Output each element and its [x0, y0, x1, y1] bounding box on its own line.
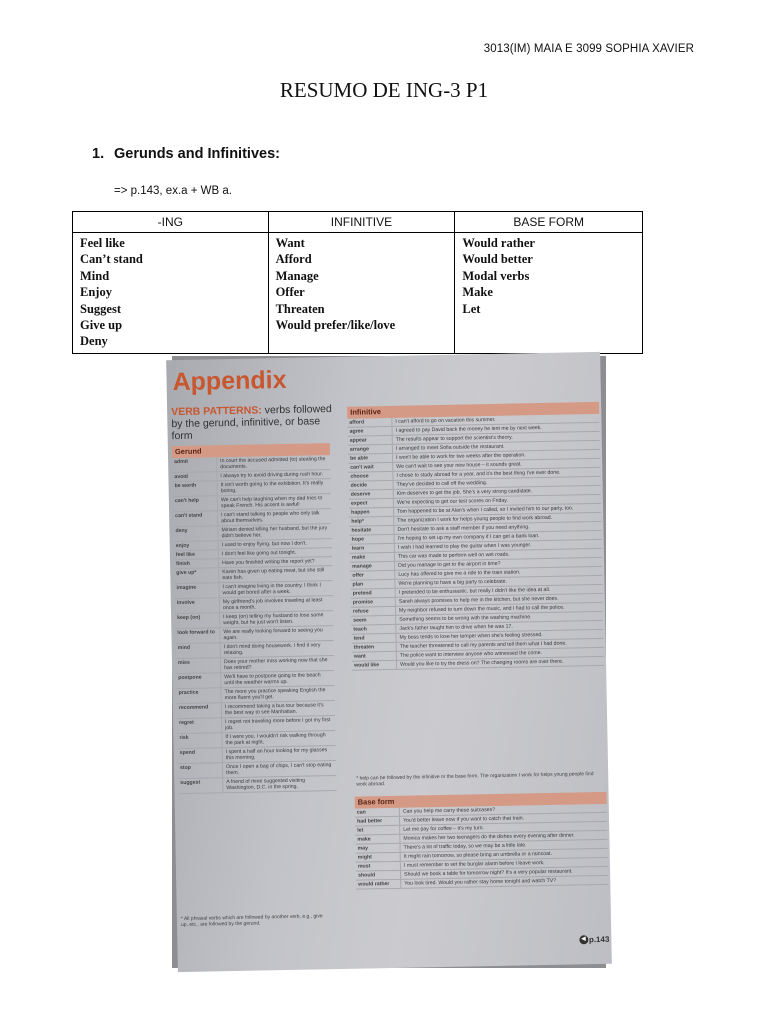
base-form-verb: Modal verbs: [462, 268, 530, 283]
column-header-ing: -ING: [73, 212, 269, 233]
verb-label: expect: [349, 499, 394, 508]
example-sentence: Jack's father taught him to drive when he was 17.: [399, 623, 513, 632]
example-sentence: My neighbor refused to turn down the music, and I had to call the police.: [398, 604, 565, 614]
verb-label: make: [350, 553, 395, 562]
example-sentence: I must remember to set the burglar alarm before I leave work.: [403, 860, 545, 869]
example-sentence: My girlfriend's job involves traveling at least once a month.: [222, 597, 323, 612]
verb-label: risk: [177, 733, 222, 748]
example-sentence: The police want to interview anyone who witnessed the crime.: [399, 650, 543, 659]
example-sentence: Karen has given up eating meat, but she still eats fish.: [222, 567, 325, 582]
verb-label: want: [352, 652, 397, 661]
verb-label: help*: [349, 517, 394, 526]
example-sentence: Sarah always promises to help me in the kitchen, but she never does.: [398, 595, 559, 605]
verb-label: can't stand: [173, 511, 218, 526]
infinitive-verb: Offer: [275, 285, 305, 300]
table-row: [73, 233, 643, 354]
base-form-verb: Let: [462, 301, 481, 316]
infinitive-cell: [268, 233, 455, 354]
arrow-icon: ◀: [579, 935, 588, 944]
verb-label: had better: [355, 817, 400, 826]
example-sentence: We can't wait to see your new house – it sounds great.: [396, 461, 522, 470]
example-sentence: You look tired. Would you rather stay home tonight and watch TV?: [404, 877, 557, 887]
verb-patterns-text: verbs followed by the gerund, infinitive, or base form: [171, 403, 332, 443]
verb-label: threaten: [352, 643, 397, 652]
page-number-text: p.143: [588, 934, 610, 944]
example-sentence: In court the accused admitted (to) stealing the documents.: [220, 456, 326, 471]
verb-label: pretend: [351, 589, 396, 598]
verb-label: practice: [176, 688, 221, 703]
example-sentence: I wish I had learned to play the guitar when I was younger.: [397, 542, 532, 551]
verb-patterns-label: VERB PATTERNS:: [171, 404, 262, 419]
example-sentence: This car was made to perform well on wet roads.: [397, 551, 510, 560]
example-sentence: I can't stand talking to people who only talk about themselves.: [221, 510, 320, 525]
verb-label: refuse: [351, 607, 396, 616]
example-sentence: I chose to study abroad for a year, and it's the best thing I've ever done.: [396, 469, 561, 479]
verb-label: manage: [350, 562, 395, 571]
verb-label: decide: [349, 481, 394, 490]
verb-label: offer: [350, 571, 395, 580]
example-sentence: The results appear to support the scientist's theory.: [395, 434, 513, 443]
appendix-title: Appendix: [172, 365, 287, 397]
verb-label: avoid: [172, 472, 217, 481]
example-sentence: I keep (on) telling my husband to lose some weight, but he just won't listen.: [223, 612, 324, 627]
exercise-reference: => p.143, ex.a + WB a.: [114, 185, 232, 197]
gerund-rows: [172, 455, 336, 794]
example-sentence: Monica makes her two teenagers do the dishes every evening after dinner.: [403, 832, 575, 842]
verb-label: can't help: [173, 496, 218, 511]
verb-label: choose: [348, 472, 393, 481]
textbook-page: [166, 352, 612, 972]
example-sentence: I regret not traveling more before I got my first job.: [225, 717, 331, 732]
base-form-box: [355, 792, 609, 890]
example-sentence: We are really looking forward to seeing you again.: [223, 627, 323, 642]
verb-label: let: [355, 826, 400, 835]
gerund-heading: Gerund: [172, 443, 330, 458]
example-sentence: Would you like to try the dress on? The changing rooms are over there.: [399, 658, 564, 668]
example-sentence: I won't be able to work for two weeks after the operation.: [396, 452, 526, 461]
example-sentence: There's a lot of traffic today, so we may be a little late.: [403, 842, 527, 851]
column-header-infinitive: INFINITIVE: [268, 212, 455, 233]
verb-label: recommend: [177, 703, 222, 718]
example-sentence: I don't mind doing housework. I find it very relaxing.: [223, 642, 321, 657]
example-sentence: Lucy has offered to give me a ride to the train station.: [398, 569, 521, 578]
verb-label: may: [356, 844, 401, 853]
example-sentence: Once I open a bag of chips, I can't stop eating them.: [225, 762, 332, 777]
verb-label: teach: [351, 625, 396, 634]
verb-label: involve: [175, 598, 220, 613]
gerund-footnote: * All phrasal verbs which are followed by another verb, e.g., give up, etc., are followed by the gerund.: [180, 913, 323, 929]
ing-verb: Mind: [80, 268, 110, 283]
verb-label: spend: [178, 748, 223, 763]
infinitive-footnote: * help can be followed by the infinitive or the base form. The organization I work for helps young people find work abroad.: [356, 771, 594, 788]
example-sentence: We'll have to postpone going to the beach until the weather warms up.: [224, 672, 321, 687]
example-sentence: I used to enjoy flying, but now I don't.: [221, 540, 307, 549]
example-sentence: Tom happened to be at Alan's when I called, so I invited him to our party, too.: [397, 505, 574, 515]
infinitive-heading: Infinitive: [347, 402, 599, 419]
example-sentence: I can't afford to go on vacation this summer.: [395, 416, 496, 425]
section-number: 1.: [92, 146, 105, 162]
verb-label: be worth: [173, 481, 218, 496]
verb-label: suggest: [178, 778, 223, 793]
verb-label: must: [356, 862, 401, 871]
example-sentence: The teacher threatened to call my parents and tell them what I had done.: [399, 640, 567, 650]
ing-verb: Enjoy: [80, 285, 112, 300]
page-number: [579, 934, 610, 944]
section-heading-text: Gerunds and Infinitives:: [114, 146, 280, 162]
base-form-verb: Would rather: [462, 236, 535, 250]
example-sentence: Have you finished writing the report yet?: [222, 558, 315, 567]
verb-label: deny: [173, 526, 218, 541]
verb-label: afford: [347, 418, 392, 427]
infinitive-rows: [347, 414, 604, 671]
section-heading: [92, 146, 280, 162]
example-sentence: Something seems to be wrong with the washing machine.: [399, 614, 532, 623]
verb-label: learn: [350, 544, 395, 553]
verb-table: [72, 211, 643, 354]
example-sentence: My boss tends to lose her temper when she's feeling stressed.: [399, 632, 543, 641]
example-sentence: Does your mother miss working now that she has retired?: [223, 657, 328, 672]
example-sentence: I always try to avoid driving during rush hour.: [220, 471, 324, 480]
example-sentence: If I were you, I wouldn't risk walking through the park at night.: [225, 732, 326, 747]
example-sentence: It might rain tomorrow, so please bring an umbrella or a raincoat.: [403, 850, 552, 860]
example-sentence: A friend of mine suggested visiting Washington, D.C. in the spring.: [226, 777, 306, 792]
column-header-base-form: BASE FORM: [455, 212, 643, 233]
base-form-verb: Make: [462, 285, 493, 300]
verb-label: appear: [348, 436, 393, 445]
textbook-photo: [171, 356, 610, 968]
example-sentence: Miriam denied killing her husband, but the jury didn't believe her.: [221, 525, 328, 540]
base-form-heading: Base form: [355, 792, 607, 809]
verb-label: tend: [351, 634, 396, 643]
verb-label: would like: [352, 661, 397, 670]
base-form-rows: [355, 804, 609, 890]
infinitive-verb: Want: [275, 236, 305, 250]
example-sentence: Let me pay for coffee – it's my turn.: [403, 825, 485, 833]
verb-label: hesitate: [349, 526, 394, 535]
verb-label: might: [356, 853, 401, 862]
example-sentence: I agreed to pay David back the money he lent me by next week.: [395, 425, 542, 434]
table-header-row: [73, 212, 643, 233]
example-sentence: Should we book a table for tomorrow night? It's a very popular restaurant.: [404, 868, 573, 878]
verb-label: deserve: [349, 490, 394, 499]
base-form-verb: Would better: [462, 252, 533, 267]
verb-label: miss: [176, 658, 221, 673]
ing-cell: [73, 233, 269, 354]
example-sentence: I don't feel like going out tonight.: [221, 549, 297, 558]
verb-label: should: [356, 871, 401, 880]
example-sentence: I arranged to meet Sofia outside the restaurant.: [395, 443, 505, 452]
ing-verb: Suggest: [80, 301, 121, 316]
example-sentence: The organization I work for helps young people to find work abroad.: [397, 514, 553, 524]
verb-label: happen: [349, 508, 394, 517]
example-sentence: We can't help laughing when my dad tries to speak French. His accent is awful!: [220, 495, 323, 510]
appendix-subtitle: [171, 403, 342, 442]
verb-label: imagine: [174, 583, 219, 598]
gerund-box: [172, 443, 337, 794]
verb-label: stop: [178, 763, 223, 778]
example-sentence: We're planning to have a big party to celebrate.: [398, 578, 508, 587]
verb-label: can't wait: [348, 463, 393, 472]
example-sentence: They've decided to call off the wedding.: [396, 480, 488, 488]
verb-label: keep (on): [175, 613, 220, 628]
infinitive-verb: Would prefer/like/love: [275, 318, 396, 333]
example-sentence: I recommend taking a bus tour because it's the best way to see Manhattan.: [224, 702, 324, 717]
example-sentence: I spent a half an hour looking for my glasses this morning.: [225, 747, 328, 762]
example-sentence: Don't hesitate to ask a staff member if you need anything.: [397, 524, 530, 533]
example-sentence: The more you practice speaking English the more fluent you'll get.: [224, 687, 326, 702]
verb-label: postpone: [176, 673, 221, 688]
author-names: 3013(IM) MAIA E 3099 SOPHIA XAVIER: [483, 43, 694, 55]
verb-label: can: [355, 808, 400, 817]
verb-label: seem: [351, 616, 396, 625]
infinitive-verb: Threaten: [275, 301, 325, 316]
example-sentence: You'd better leave now if you want to catch that train.: [402, 815, 525, 824]
infinitive-box: [347, 402, 604, 671]
verb-label: make: [355, 835, 400, 844]
verb-label: arrange: [348, 445, 393, 454]
ing-verb: Give up: [80, 318, 123, 333]
verb-label: give up*: [174, 568, 219, 583]
verb-label: would rather: [356, 880, 401, 889]
example-sentence: It isn't worth going to the exhibition. It's really boring.: [220, 480, 324, 495]
example-sentence: I pretended to be enthusiastic, but really I didn't like the idea at all.: [398, 586, 551, 596]
example-sentence: I'm hoping to set up my own company if I can get a bank loan.: [397, 533, 540, 542]
infinitive-verb: Afford: [275, 252, 312, 267]
verb-label: promise: [351, 598, 396, 607]
verb-label: mind: [176, 643, 221, 658]
infinitive-verb: Manage: [275, 268, 319, 283]
ing-verb: Deny: [80, 334, 108, 349]
verb-label: plan: [350, 580, 395, 589]
verb-label: hope: [350, 535, 395, 544]
example-sentence: Kim deserves to get the job. She's a very strong candidate.: [396, 488, 533, 497]
document-title: RESUMO DE ING-3 P1: [279, 78, 489, 102]
example-sentence: Did you manage to get to the airport in time?: [398, 560, 501, 569]
verb-label: finish: [174, 559, 219, 568]
example-sentence: I can't imagine living in the country. I think I would get bored after a week.: [222, 582, 321, 597]
example-sentence: We're expecting to get our test scores on Friday.: [396, 497, 508, 506]
verb-label: feel like: [174, 550, 219, 559]
base-form-cell: [455, 233, 643, 354]
verb-label: admit: [172, 457, 217, 472]
example-sentence: Can you help me carry these suitcases?: [402, 806, 496, 815]
verb-label: look forward to: [175, 628, 220, 643]
ing-verb: Feel like: [80, 236, 125, 250]
verb-label: agree: [347, 427, 392, 436]
verb-label: regret: [177, 718, 222, 733]
ing-verb: Can’t stand: [80, 252, 143, 267]
verb-label: be able: [348, 454, 393, 463]
verb-label: enjoy: [174, 541, 219, 550]
table-row: [178, 776, 336, 794]
